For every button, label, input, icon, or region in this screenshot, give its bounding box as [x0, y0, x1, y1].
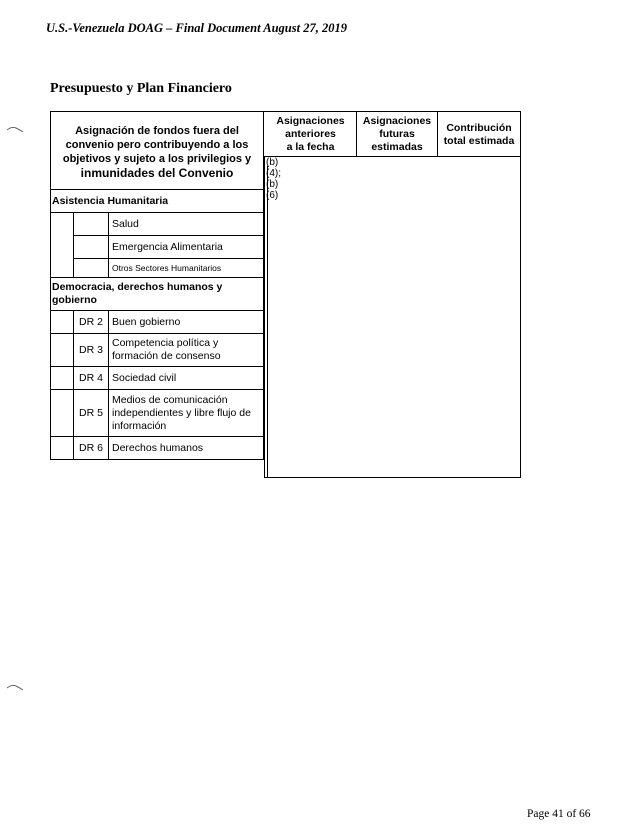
table-row-code: DR 4 [79, 371, 103, 384]
column-header-line: anteriores [285, 128, 336, 140]
column-header-line: total estimada [443, 134, 515, 147]
table-main-header [51, 114, 263, 189]
table-row-code: DR 3 [79, 343, 103, 356]
table-row-code: DR 2 [79, 315, 103, 328]
row-label-line: Medios de comunicación [112, 393, 228, 406]
table-row-label [109, 334, 263, 366]
margin-mark [6, 125, 24, 133]
column-header-line: futuras [379, 128, 415, 140]
margin-mark [6, 683, 24, 691]
column-header-future [357, 113, 437, 156]
table-row-label: Sociedad civil [112, 371, 177, 384]
column-header-line: estimadas [371, 141, 423, 153]
table-row-label: Otros Sectores Humanitarios [112, 262, 222, 273]
table-row-code: DR 5 [79, 406, 103, 419]
row-label-line: independientes y libre flujo de [112, 406, 251, 419]
header-line: Asignación de fondos fuera del [75, 124, 239, 137]
section-title: Presupuesto y Plan Financiero [50, 81, 232, 96]
category-title: Asistencia Humanitaria [52, 194, 169, 207]
column-header-line: Contribución [446, 121, 512, 134]
table-row-label [109, 390, 263, 436]
redaction-label: (b)(4); (b)(6) [266, 157, 281, 201]
table-row-label: Buen gobierno [112, 315, 181, 328]
row-label-line: información [112, 419, 167, 432]
header-line: inmunidades del Convenio [80, 165, 234, 180]
row-label-line: formación de consenso [112, 350, 221, 362]
row-label-line: Competencia política y [112, 337, 219, 349]
column-header-line: Asignaciones [276, 115, 345, 127]
header-line: objetivos y sujeto a los privilegios y [62, 152, 252, 165]
category-title-line: Democracia, derechos humanos y [52, 281, 223, 293]
document-header: U.S.-Venezuela DOAG – Final Document August 27, 2019 [46, 21, 347, 35]
header-line: convenio pero contribuyendo a los [65, 138, 249, 151]
column-header-total [438, 113, 520, 156]
page-number: Page 41 of 66 [527, 808, 591, 820]
table-row-code: DR 6 [79, 441, 103, 454]
category-title [52, 278, 262, 310]
table-row-label: Salud [112, 217, 139, 230]
column-header-line: Asignaciones [362, 115, 432, 127]
column-header-line: a la fecha [286, 141, 335, 153]
category-title-line: gobierno [52, 294, 97, 306]
table-row-label: Derechos humanos [112, 441, 204, 454]
table-row-label: Emergencia Alimentaria [112, 240, 223, 253]
column-header-prior [265, 113, 356, 156]
